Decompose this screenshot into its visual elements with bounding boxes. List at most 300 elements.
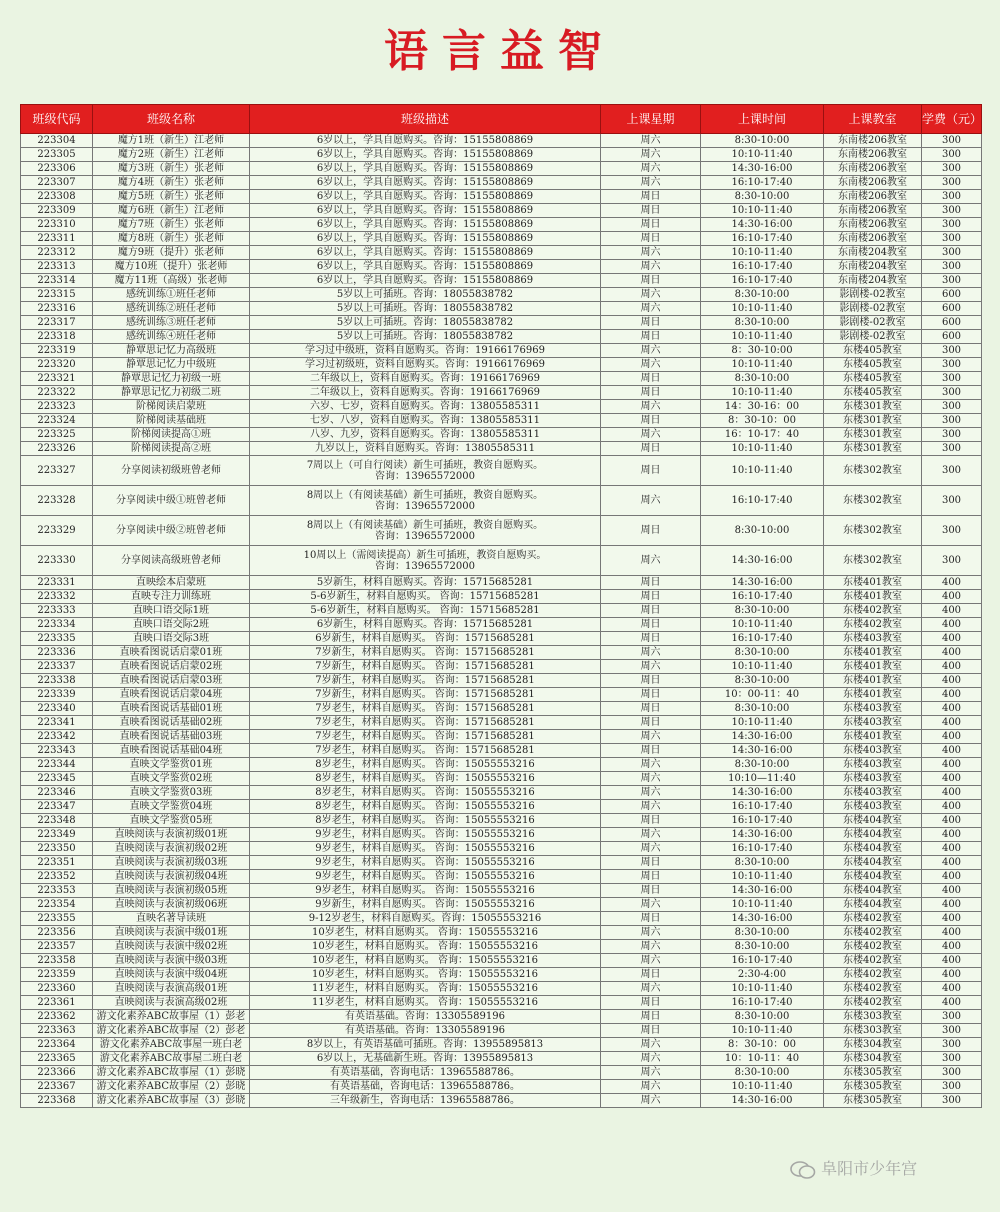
table-row	[21, 288, 982, 302]
cell-class-name: 直映看图说话启蒙01班	[93, 646, 250, 660]
cell-time: 8:30-10:00	[701, 190, 824, 204]
cell-weekday: 周日	[601, 1010, 701, 1024]
cell-weekday: 周日	[601, 716, 701, 730]
cell-class-description: 8岁老生，材料自愿购买。 咨询：15055553216	[250, 758, 601, 772]
cell-class-description: 8周以上（有阅读基础）新生可插班，教资自愿购买。 咨询：13965572000	[250, 486, 601, 516]
cell-class-code: 223347	[21, 800, 93, 814]
cell-classroom: 影剧楼-02教室	[824, 316, 922, 330]
cell-weekday: 周六	[601, 982, 701, 996]
cell-weekday: 周日	[601, 274, 701, 288]
table-row	[21, 884, 982, 898]
cell-tuition: 400	[922, 758, 982, 772]
cell-weekday: 周六	[601, 1094, 701, 1108]
cell-time: 16:10-17:40	[701, 814, 824, 828]
cell-weekday: 周六	[601, 486, 701, 516]
cell-class-description: 6岁新生，材料自愿购买。咨询：15715685281	[250, 618, 601, 632]
cell-class-code: 223309	[21, 204, 93, 218]
cell-weekday: 周日	[601, 702, 701, 716]
cell-tuition: 400	[922, 800, 982, 814]
cell-classroom: 东楼304教室	[824, 1038, 922, 1052]
cell-class-description: 二年级以上，资料自愿购买。咨询：19166176969	[250, 386, 601, 400]
cell-class-name: 直映阅读与表演初级03班	[93, 856, 250, 870]
cell-tuition: 300	[922, 546, 982, 576]
cell-tuition: 300	[922, 176, 982, 190]
cell-weekday: 周日	[601, 632, 701, 646]
cell-class-description: 9岁老生，材料自愿购买。 咨询：15055553216	[250, 870, 601, 884]
table-row	[21, 954, 982, 968]
table-row	[21, 1052, 982, 1066]
cell-class-name: 直映口语交际2班	[93, 618, 250, 632]
table-row	[21, 456, 982, 486]
cell-time: 16：10-17：40	[701, 428, 824, 442]
table-row	[21, 786, 982, 800]
cell-class-code: 223332	[21, 590, 93, 604]
cell-class-code: 223319	[21, 344, 93, 358]
cell-class-code: 223342	[21, 730, 93, 744]
cell-weekday: 周六	[601, 898, 701, 912]
cell-tuition: 300	[922, 1024, 982, 1038]
cell-class-code: 223337	[21, 660, 93, 674]
cell-class-code: 223307	[21, 176, 93, 190]
cell-time: 8:30-10:00	[701, 372, 824, 386]
cell-tuition: 400	[922, 786, 982, 800]
cell-weekday: 周六	[601, 1066, 701, 1080]
cell-classroom: 东南楼206教室	[824, 232, 922, 246]
cell-tuition: 400	[922, 982, 982, 996]
table-row	[21, 546, 982, 576]
header-class-name: 班级名称	[93, 105, 250, 134]
cell-class-code: 223336	[21, 646, 93, 660]
cell-time: 14:30-16:00	[701, 730, 824, 744]
cell-time: 16:10-17:40	[701, 954, 824, 968]
cell-class-code: 223316	[21, 302, 93, 316]
cell-time: 8:30-10:00	[701, 1066, 824, 1080]
cell-time: 8:30-10:00	[701, 702, 824, 716]
cell-class-name: 魔方7班（新生）张老师	[93, 218, 250, 232]
cell-time: 10:10-11:40	[701, 660, 824, 674]
cell-classroom: 东楼402教室	[824, 982, 922, 996]
cell-class-name: 魔方9班（提升）张老师	[93, 246, 250, 260]
table-row	[21, 358, 982, 372]
cell-class-name: 分享阅读初级班曾老师	[93, 456, 250, 486]
cell-tuition: 300	[922, 372, 982, 386]
cell-class-name: 阶梯阅读基础班	[93, 414, 250, 428]
cell-class-description: 7岁老生，材料自愿购买。 咨询：15715685281	[250, 702, 601, 716]
cell-time: 8:30-10:00	[701, 646, 824, 660]
cell-weekday: 周六	[601, 828, 701, 842]
cell-weekday: 周日	[601, 604, 701, 618]
cell-classroom: 东南楼206教室	[824, 218, 922, 232]
cell-time: 10:10-11:40	[701, 618, 824, 632]
cell-time: 8:30-10:00	[701, 758, 824, 772]
cell-class-name: 静覃思记忆力高级班	[93, 344, 250, 358]
cell-time: 8:30-10:00	[701, 516, 824, 546]
cell-tuition: 300	[922, 428, 982, 442]
table-row	[21, 344, 982, 358]
cell-tuition: 400	[922, 828, 982, 842]
cell-classroom: 东南楼206教室	[824, 148, 922, 162]
cell-tuition: 400	[922, 716, 982, 730]
cell-weekday: 周六	[601, 176, 701, 190]
cell-class-code: 223308	[21, 190, 93, 204]
cell-weekday: 周日	[601, 618, 701, 632]
cell-weekday: 周六	[601, 148, 701, 162]
table-row	[21, 274, 982, 288]
cell-classroom: 东楼405教室	[824, 386, 922, 400]
cell-classroom: 东楼404教室	[824, 842, 922, 856]
cell-classroom: 东楼401教室	[824, 688, 922, 702]
cell-weekday: 周日	[601, 232, 701, 246]
cell-class-description: 8岁老生，材料自愿购买。 咨询：15055553216	[250, 772, 601, 786]
cell-class-code: 223345	[21, 772, 93, 786]
cell-tuition: 400	[922, 870, 982, 884]
cell-class-description: 有英语基础。咨询：13305589196	[250, 1010, 601, 1024]
cell-time: 16:10-17:40	[701, 176, 824, 190]
cell-class-description: 5岁以上可插班。咨询：18055838782	[250, 316, 601, 330]
cell-class-code: 223325	[21, 428, 93, 442]
cell-tuition: 300	[922, 486, 982, 516]
cell-time: 14:30-16:00	[701, 744, 824, 758]
cell-class-code: 223359	[21, 968, 93, 982]
cell-classroom: 东南楼204教室	[824, 260, 922, 274]
cell-class-code: 223327	[21, 456, 93, 486]
cell-class-name: 直映阅读与表演初级02班	[93, 842, 250, 856]
cell-tuition: 300	[922, 274, 982, 288]
cell-class-code: 223329	[21, 516, 93, 546]
cell-class-description: 7岁新生，材料自愿购买。 咨询：15715685281	[250, 646, 601, 660]
cell-time: 16:10-17:40	[701, 996, 824, 1010]
cell-tuition: 400	[922, 744, 982, 758]
cell-class-description: 5-6岁新生，材料自愿购买。 咨询：15715685281	[250, 604, 601, 618]
cell-classroom: 东楼303教室	[824, 1010, 922, 1024]
cell-tuition: 300	[922, 1038, 982, 1052]
cell-class-description: 11岁老生，材料自愿购买。 咨询：15055553216	[250, 996, 601, 1010]
cell-classroom: 东楼403教室	[824, 716, 922, 730]
cell-class-name: 直映阅读与表演初级05班	[93, 884, 250, 898]
table-row	[21, 772, 982, 786]
table-row	[21, 912, 982, 926]
cell-weekday: 周日	[601, 316, 701, 330]
cell-class-name: 魔方5班（新生）张老师	[93, 190, 250, 204]
header-weekday: 上课星期	[601, 105, 701, 134]
cell-weekday: 周日	[601, 372, 701, 386]
table-row	[21, 516, 982, 546]
table-row	[21, 176, 982, 190]
table-row	[21, 386, 982, 400]
cell-class-description: 有英语基础。咨询：13305589196	[250, 1024, 601, 1038]
cell-class-code: 223349	[21, 828, 93, 842]
cell-tuition: 400	[922, 884, 982, 898]
cell-class-description: 8岁老生，材料自愿购买。 咨询：15055553216	[250, 786, 601, 800]
table-row	[21, 940, 982, 954]
cell-class-description: 6岁以上，学具自愿购买。咨询：15155808869	[250, 162, 601, 176]
cell-class-code: 223331	[21, 576, 93, 590]
table-row	[21, 316, 982, 330]
cell-weekday: 周日	[601, 386, 701, 400]
cell-class-code: 223313	[21, 260, 93, 274]
table-row	[21, 800, 982, 814]
cell-classroom: 东楼403教室	[824, 786, 922, 800]
cell-classroom: 东楼401教室	[824, 576, 922, 590]
table-row	[21, 232, 982, 246]
cell-tuition: 600	[922, 288, 982, 302]
cell-weekday: 周六	[601, 1038, 701, 1052]
cell-time: 8:30-10:00	[701, 1010, 824, 1024]
table-row	[21, 688, 982, 702]
cell-class-code: 223354	[21, 898, 93, 912]
watermark-text: 阜阳市少年宫	[821, 1159, 918, 1178]
table-row	[21, 730, 982, 744]
cell-weekday: 周日	[601, 870, 701, 884]
cell-tuition: 400	[922, 688, 982, 702]
cell-time: 10:10—11:40	[701, 772, 824, 786]
cell-class-description: 7岁新生，材料自愿购买。 咨询：15715685281	[250, 674, 601, 688]
table-row	[21, 856, 982, 870]
cell-class-description: 5岁以上可插班。咨询：18055838782	[250, 302, 601, 316]
cell-class-description: 9岁老生，材料自愿购买。 咨询：15055553216	[250, 828, 601, 842]
cell-class-code: 223351	[21, 856, 93, 870]
cell-time: 8:30-10:00	[701, 316, 824, 330]
cell-class-description: 七岁、八岁，资料自愿购买。咨询：13805585311	[250, 414, 601, 428]
cell-classroom: 东楼403教室	[824, 800, 922, 814]
cell-weekday: 周六	[601, 842, 701, 856]
cell-class-name: 直映阅读与表演初级01班	[93, 828, 250, 842]
table-row	[21, 996, 982, 1010]
cell-classroom: 东楼402教室	[824, 954, 922, 968]
cell-class-code: 223326	[21, 442, 93, 456]
cell-class-name: 直映文学鉴赏02班	[93, 772, 250, 786]
cell-tuition: 400	[922, 674, 982, 688]
cell-tuition: 300	[922, 386, 982, 400]
cell-classroom: 东南楼206教室	[824, 134, 922, 148]
cell-class-description: 6岁以上，学具自愿购买。咨询：15155808869	[250, 190, 601, 204]
cell-weekday: 周日	[601, 814, 701, 828]
cell-tuition: 300	[922, 456, 982, 486]
cell-class-code: 223360	[21, 982, 93, 996]
cell-time: 10:10-11:40	[701, 442, 824, 456]
class-schedule-table	[20, 104, 982, 1108]
cell-time: 10:10-11:40	[701, 982, 824, 996]
cell-tuition: 600	[922, 302, 982, 316]
cell-classroom: 影剧楼-02教室	[824, 288, 922, 302]
cell-weekday: 周日	[601, 414, 701, 428]
cell-weekday: 周六	[601, 344, 701, 358]
cell-weekday: 周日	[601, 204, 701, 218]
cell-weekday: 周六	[601, 428, 701, 442]
cell-class-code: 223333	[21, 604, 93, 618]
cell-class-name: 魔方8班（新生）张老师	[93, 232, 250, 246]
cell-class-code: 223344	[21, 758, 93, 772]
cell-classroom: 东楼404教室	[824, 870, 922, 884]
cell-class-description: 5岁以上可插班。咨询：18055838782	[250, 330, 601, 344]
cell-classroom: 影剧楼-02教室	[824, 302, 922, 316]
cell-classroom: 东楼302教室	[824, 546, 922, 576]
cell-class-code: 223348	[21, 814, 93, 828]
cell-tuition: 400	[922, 702, 982, 716]
cell-classroom: 东楼401教室	[824, 674, 922, 688]
cell-tuition: 300	[922, 134, 982, 148]
cell-class-name: 直映口语交际3班	[93, 632, 250, 646]
table-row	[21, 1094, 982, 1108]
table-row	[21, 134, 982, 148]
wechat-icon	[790, 1160, 816, 1180]
cell-class-code: 223367	[21, 1080, 93, 1094]
cell-class-name: 直映看图说话基础03班	[93, 730, 250, 744]
cell-tuition: 300	[922, 232, 982, 246]
cell-class-description: 10岁老生，材料自愿购买。 咨询：15055553216	[250, 954, 601, 968]
cell-classroom: 东楼303教室	[824, 1024, 922, 1038]
cell-time: 14:30-16:00	[701, 884, 824, 898]
cell-classroom: 东楼401教室	[824, 660, 922, 674]
cell-classroom: 东楼301教室	[824, 414, 922, 428]
cell-classroom: 东楼401教室	[824, 590, 922, 604]
cell-tuition: 400	[922, 898, 982, 912]
cell-tuition: 300	[922, 1066, 982, 1080]
cell-class-description: 6岁以上，学具自愿购买。咨询：15155808869	[250, 246, 601, 260]
cell-class-name: 感统训练③班任老师	[93, 316, 250, 330]
table-body	[21, 134, 982, 1108]
cell-class-description: 8周以上（有阅读基础）新生可插班，教资自愿购买。 咨询：13965572000	[250, 516, 601, 546]
cell-time: 10:10-11:40	[701, 358, 824, 372]
cell-weekday: 周日	[601, 590, 701, 604]
cell-class-description: 8岁老生，材料自愿购买。 咨询：15055553216	[250, 800, 601, 814]
table-row	[21, 702, 982, 716]
cell-time: 14:30-16:00	[701, 162, 824, 176]
header-class-description: 班级描述	[250, 105, 601, 134]
header-classroom: 上课教室	[824, 105, 922, 134]
cell-time: 8：30-10:00	[701, 344, 824, 358]
cell-weekday: 周六	[601, 800, 701, 814]
cell-classroom: 东南楼206教室	[824, 162, 922, 176]
cell-time: 8：30-10：00	[701, 414, 824, 428]
cell-time: 10:10-11:40	[701, 204, 824, 218]
cell-class-name: 游文化素养ABC故事屋一班白老	[93, 1038, 250, 1052]
cell-class-code: 223350	[21, 842, 93, 856]
cell-classroom: 东楼403教室	[824, 772, 922, 786]
cell-class-name: 直映阅读与表演初级04班	[93, 870, 250, 884]
cell-time: 10:10-11:40	[701, 456, 824, 486]
cell-class-description: 学习过初级班，资料自愿购买。咨询：19166176969	[250, 358, 601, 372]
cell-weekday: 周日	[601, 330, 701, 344]
cell-class-description: 6岁以上，学具自愿购买。咨询：15155808869	[250, 232, 601, 246]
cell-classroom: 东南楼204教室	[824, 246, 922, 260]
table-row	[21, 428, 982, 442]
cell-class-code: 223324	[21, 414, 93, 428]
cell-class-name: 直映文学鉴赏03班	[93, 786, 250, 800]
cell-class-description: 10岁老生，材料自愿购买。 咨询：15055553216	[250, 926, 601, 940]
cell-classroom: 东楼401教室	[824, 646, 922, 660]
cell-class-description: 八岁、九岁，资料自愿购买。咨询：13805585311	[250, 428, 601, 442]
table-row	[21, 618, 982, 632]
cell-class-code: 223306	[21, 162, 93, 176]
cell-classroom: 东楼403教室	[824, 758, 922, 772]
table-row	[21, 982, 982, 996]
cell-class-code: 223368	[21, 1094, 93, 1108]
cell-weekday: 周六	[601, 246, 701, 260]
cell-tuition: 300	[922, 1052, 982, 1066]
cell-time: 14：30-16：00	[701, 400, 824, 414]
cell-time: 2:30-4:00	[701, 968, 824, 982]
cell-classroom: 东楼401教室	[824, 730, 922, 744]
cell-tuition: 400	[922, 590, 982, 604]
cell-class-name: 分享阅读中级①班曾老师	[93, 486, 250, 516]
cell-class-name: 魔方4班（新生）张老师	[93, 176, 250, 190]
cell-classroom: 东楼305教室	[824, 1094, 922, 1108]
cell-tuition: 300	[922, 400, 982, 414]
table-row	[21, 898, 982, 912]
cell-classroom: 东南楼206教室	[824, 204, 922, 218]
cell-class-name: 直映专注力训练班	[93, 590, 250, 604]
cell-weekday: 周六	[601, 288, 701, 302]
cell-class-description: 7岁老生，材料自愿购买。 咨询：15715685281	[250, 744, 601, 758]
cell-class-name: 直映阅读与表演中级01班	[93, 926, 250, 940]
cell-class-name: 魔方2班（新生）江老师	[93, 148, 250, 162]
cell-tuition: 400	[922, 646, 982, 660]
table-row	[21, 828, 982, 842]
cell-classroom: 东楼405教室	[824, 372, 922, 386]
cell-classroom: 东楼402教室	[824, 912, 922, 926]
cell-tuition: 400	[922, 856, 982, 870]
cell-classroom: 东楼403教室	[824, 632, 922, 646]
cell-class-description: 10周以上（需阅读提高）新生可插班，教资自愿购买。 咨询：13965572000	[250, 546, 601, 576]
cell-class-description: 11岁老生，材料自愿购买。 咨询：15055553216	[250, 982, 601, 996]
table-row	[21, 260, 982, 274]
cell-class-name: 直映看图说话启蒙03班	[93, 674, 250, 688]
cell-class-code: 223318	[21, 330, 93, 344]
cell-class-code: 223312	[21, 246, 93, 260]
cell-class-code: 223304	[21, 134, 93, 148]
table-row	[21, 968, 982, 982]
cell-classroom: 东楼405教室	[824, 344, 922, 358]
table-row	[21, 674, 982, 688]
table-row	[21, 148, 982, 162]
cell-class-name: 感统训练①班任老师	[93, 288, 250, 302]
cell-time: 14:30-16:00	[701, 218, 824, 232]
cell-class-code: 223361	[21, 996, 93, 1010]
cell-weekday: 周六	[601, 730, 701, 744]
table-row	[21, 1080, 982, 1094]
cell-class-description: 9岁老生，材料自愿购买。 咨询：15055553216	[250, 856, 601, 870]
cell-classroom: 东楼302教室	[824, 516, 922, 546]
table-row	[21, 204, 982, 218]
cell-tuition: 300	[922, 1010, 982, 1024]
cell-tuition: 300	[922, 190, 982, 204]
cell-class-name: 阶梯阅读启蒙班	[93, 400, 250, 414]
cell-time: 14:30-16:00	[701, 828, 824, 842]
cell-class-name: 直映阅读与表演中级02班	[93, 940, 250, 954]
cell-tuition: 300	[922, 218, 982, 232]
cell-class-code: 223364	[21, 1038, 93, 1052]
cell-tuition: 300	[922, 148, 982, 162]
cell-classroom: 东南楼206教室	[824, 190, 922, 204]
cell-classroom: 东楼304教室	[824, 1052, 922, 1066]
cell-time: 8：30-10：00	[701, 1038, 824, 1052]
cell-classroom: 东楼402教室	[824, 996, 922, 1010]
cell-class-name: 静覃思记忆力初级一班	[93, 372, 250, 386]
table-row	[21, 646, 982, 660]
cell-time: 10:10-11:40	[701, 870, 824, 884]
cell-class-code: 223335	[21, 632, 93, 646]
table-row	[21, 246, 982, 260]
cell-class-description: 6岁以上，学具自愿购买。咨询：15155808869	[250, 134, 601, 148]
cell-weekday: 周日	[601, 688, 701, 702]
cell-class-code: 223314	[21, 274, 93, 288]
cell-time: 16:10-17:40	[701, 590, 824, 604]
table-row	[21, 302, 982, 316]
cell-classroom: 东楼305教室	[824, 1080, 922, 1094]
cell-time: 16:10-17:40	[701, 842, 824, 856]
cell-weekday: 周日	[601, 516, 701, 546]
